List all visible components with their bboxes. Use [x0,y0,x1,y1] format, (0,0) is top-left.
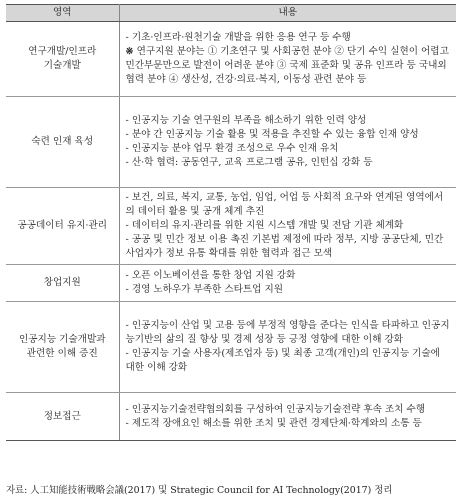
source-note: 자료: 人工知能技術戦略会議(2017) 및 Strategic Council for AI Technology(2017) 정리 [6,485,393,496]
table-row [6,393,456,441]
category-line: 관련한 이해 증진 [26,348,98,359]
content-text: 보건, 의료, 복지, 교통, 농업, 임업, 어업 등 사회적 요구와 연계된 영역에서의 데이터 활용 및 공개 체계 추진 [125,192,444,217]
row-content [119,188,456,265]
category-line: 기술개발 [43,60,81,71]
content-item [126,31,453,45]
table-body [6,22,456,441]
content-text: 기초·인프라·원천기술 개발을 위한 응용 연구 등 수행 [131,32,351,43]
bullet-mark: - [125,320,129,331]
content-text: 인공지능기술전략협의회를 구성하여 인공지능기술전략 후속 조치 수행 [131,403,426,415]
bullet-mark: - [125,270,129,281]
bullet-mark: - [125,32,129,43]
category-line: 숙련 인재 육성 [31,136,94,147]
content-text: 오픈 이노베이션을 통한 창업 지원 강화 [131,270,296,281]
document-body [6,4,456,441]
table-row [6,22,456,97]
content-item [126,45,453,87]
content-item [126,114,453,128]
row-category [6,22,119,97]
table-row [6,265,456,302]
content-item [126,142,453,156]
content-item [126,347,453,375]
content-item [126,269,453,283]
bullet-mark: - [125,220,129,231]
content-item [126,128,453,142]
policy-table [6,4,456,441]
content-text: 산·학 협력: 공동연구, 교육 프로그램 공유, 인턴십 강화 등 [131,157,373,168]
content-text: 데이터의 유지·관리를 위한 지원 시스템 개발 및 전담 기관 체계화 [131,220,404,231]
bullet-mark: - [125,143,129,154]
bullet-mark: - [125,403,129,415]
category-line: 정보접근 [43,410,81,422]
bullet-mark: - [125,192,129,203]
content-text: 인공지능 분야 업무 환경 조성으로 우수 인재 유치 [131,143,339,154]
table-row [6,188,456,265]
category-line: 공공데이터 유지·관리 [17,220,107,231]
content-text: 연구지원 분야는 ① 기초연구 및 사회공헌 분야 ② 단기 수익 실현이 어렵고 민간부문만으로 발전이 어려운 분야 ③ 국제 표준화 및 공유 인프라 등 국내외 협력 분야 ④ 생산성, 건강·의료·복지, 이동성 관련 분야 등 [125,46,449,85]
content-item [126,191,453,219]
content-text: 제도적 장애요인 해소를 위한 조치 및 관련 경제단체·학계와의 소통 등 [131,417,422,429]
content-item [126,156,453,170]
content-text: 경영 노하우가 부족한 스타트업 지원 [131,284,284,295]
category-line: 인공지능 기술개발과 [19,334,106,345]
row-content [119,22,456,97]
content-item [126,219,453,233]
row-category [6,265,119,302]
row-content [119,393,456,441]
content-item [126,417,453,431]
bullet-mark: - [125,284,129,295]
category-line: 연구개발/인프라 [28,46,97,57]
table-header-row [6,5,456,22]
row-category [6,393,119,441]
bullet-mark: - [125,129,129,140]
content-text: 인공지능 기술 연구원의 부족을 해소하기 위한 인력 양성 [131,115,367,126]
content-text: 인공지능 기술 사용자(제조업자 등) 및 최종 고객(개인)의 인공지능 기술에 대한 이해 강화 [125,348,440,373]
row-content [119,97,456,188]
content-item [126,283,453,297]
row-category [6,97,119,188]
table-row [6,302,456,393]
bullet-mark: - [125,115,129,126]
content-item [126,403,453,417]
header-content: 내용 [119,5,456,22]
content-text: 인공지능이 산업 및 고용 등에 부정적 영향을 준다는 인식을 타파하고 인공지능기반의 삶의 질 향상 및 경제 성장 등 긍정 영향에 대한 이해 강화 [125,320,450,345]
note-mark: ※ [125,46,134,57]
row-content [119,265,456,302]
row-category [6,188,119,265]
content-text: 분야 간 인공지능 기술 활용 및 적용을 추진할 수 있는 융합 인재 양성 [131,129,419,140]
bullet-mark: - [125,348,129,359]
bullet-mark: - [125,417,129,429]
category-line: 창업지원 [43,277,81,288]
content-item [126,319,453,347]
header-area: 영역 [6,5,119,22]
row-category [6,302,119,393]
content-item [126,233,453,261]
row-content [119,302,456,393]
content-text: 공공 및 민간 정보 이용 촉진 기본법 제정에 따라 정부, 지방 공공단체, 민간 사업자가 정보 유통 확대를 위한 협력과 접근 모색 [125,234,444,259]
table-row [6,97,456,188]
bullet-mark: - [125,234,129,245]
bullet-mark: - [125,157,129,168]
